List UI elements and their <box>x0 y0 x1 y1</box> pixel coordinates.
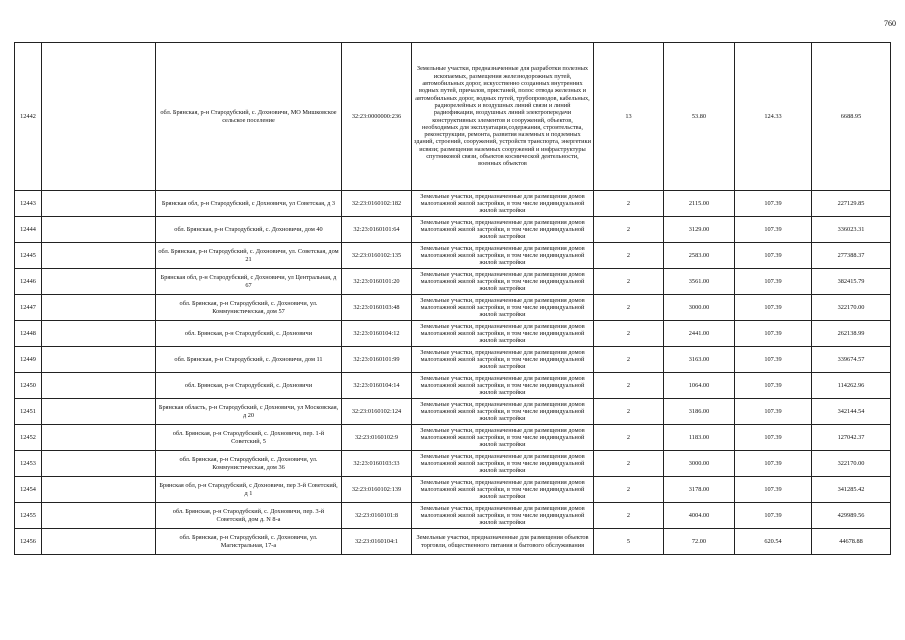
row-number-cell: 12448 <box>15 321 42 347</box>
table-row <box>15 217 891 243</box>
empty-cell <box>42 425 156 451</box>
cadastral-number-cell: 32:23:0160102:139 <box>342 477 412 503</box>
cadastral-value-cell: 322170.00 <box>812 451 891 477</box>
address-cell: обл. Брянская, р-н Стародубский, с. Дохновичи, дом 11 <box>156 347 342 373</box>
empty-cell <box>42 503 156 529</box>
rate-cell: 107.39 <box>735 321 812 347</box>
address-cell: Брянская обл, р-н Стародубский, с Дохновичи, пер 3-й Советский, д 1 <box>156 477 342 503</box>
rate-cell: 107.39 <box>735 477 812 503</box>
area-cell: 3561.00 <box>664 269 735 295</box>
use-group-cell: 5 <box>594 529 664 555</box>
land-use-cell: Земельные участки, предназначенные для размещения объектов торговли, общественного питания и бытового обслуживания <box>412 529 594 555</box>
address-cell: Брянская область, р-н Стародубский, с Дохновичи, ул Московская, д 20 <box>156 399 342 425</box>
address-cell: Брянская обл, р-н Стародубский, с Дохновичи, ул Центральная, д 67 <box>156 269 342 295</box>
address-cell: обл. Брянская, р-н Стародубский, с. Дохновичи <box>156 373 342 399</box>
area-cell: 53.80 <box>664 43 735 191</box>
cadastral-value-cell: 322170.00 <box>812 295 891 321</box>
rate-cell: 107.39 <box>735 503 812 529</box>
cadastral-number-cell: 32:23:0160102:124 <box>342 399 412 425</box>
table-row <box>15 243 891 269</box>
land-use-cell: Земельные участки, предназначенные для размещения домов малоэтажной жилой застройки, в том числе индивидуальной жилой застройки <box>412 451 594 477</box>
rate-cell: 124.33 <box>735 43 812 191</box>
row-number-cell: 12446 <box>15 269 42 295</box>
address-cell: обл. Брянская, р-н Стародубский, с. Дохновичи, ул. Коммунистическая, дом 36 <box>156 451 342 477</box>
land-use-cell: Земельные участки, предназначенные для размещения домов малоэтажной жилой застройки, в том числе индивидуальной жилой застройки <box>412 399 594 425</box>
area-cell: 3186.00 <box>664 399 735 425</box>
use-group-cell: 2 <box>594 503 664 529</box>
cadastral-number-cell: 32:23:0160102:9 <box>342 425 412 451</box>
cadastral-number-cell: 32:23:0000000:236 <box>342 43 412 191</box>
cadastral-value-cell: 227129.85 <box>812 191 891 217</box>
rate-cell: 107.39 <box>735 399 812 425</box>
rate-cell: 107.39 <box>735 191 812 217</box>
land-use-cell: Земельные участки, предназначенные для размещения домов малоэтажной жилой застройки, в том числе индивидуальной жилой застройки <box>412 477 594 503</box>
use-group-cell: 2 <box>594 477 664 503</box>
table-row <box>15 477 891 503</box>
area-cell: 3163.00 <box>664 347 735 373</box>
table-row <box>15 451 891 477</box>
empty-cell <box>42 191 156 217</box>
use-group-cell: 2 <box>594 191 664 217</box>
empty-cell <box>42 451 156 477</box>
rate-cell: 107.39 <box>735 425 812 451</box>
area-cell: 3129.00 <box>664 217 735 243</box>
use-group-cell: 2 <box>594 269 664 295</box>
cadastral-value-cell: 339674.57 <box>812 347 891 373</box>
use-group-cell: 2 <box>594 347 664 373</box>
use-group-cell: 2 <box>594 217 664 243</box>
row-number-cell: 12449 <box>15 347 42 373</box>
empty-cell <box>42 217 156 243</box>
cadastral-value-table <box>14 42 891 555</box>
table-row <box>15 321 891 347</box>
cadastral-value-cell: 382415.79 <box>812 269 891 295</box>
address-cell: Брянская обл, р-н Стародубский, с Дохновичи, ул Советская, д 3 <box>156 191 342 217</box>
empty-cell <box>42 269 156 295</box>
table-row <box>15 191 891 217</box>
area-cell: 2441.00 <box>664 321 735 347</box>
rate-cell: 107.39 <box>735 347 812 373</box>
cadastral-value-cell: 429989.56 <box>812 503 891 529</box>
row-number-cell: 12442 <box>15 43 42 191</box>
address-cell: обл. Брянская, р-н Стародубский, с. Дохновичи, пер. 3-й Советский, дом д. N 8-а <box>156 503 342 529</box>
empty-cell <box>42 295 156 321</box>
address-cell: обл. Брянская, р-н Стародубский, с. Дохновичи, пер. 1-й Советский, 5 <box>156 425 342 451</box>
land-use-cell: Земельные участки, предназначенные для размещения домов малоэтажной жилой застройки, в том числе индивидуальной жилой застройки <box>412 295 594 321</box>
land-use-cell: Земельные участки, предназначенные для размещения домов малоэтажной жилой застройки, в том числе индивидуальной жилой застройки <box>412 243 594 269</box>
empty-cell <box>42 477 156 503</box>
area-cell: 1064.00 <box>664 373 735 399</box>
land-use-cell: Земельные участки, предназначенные для размещения домов малоэтажной жилой застройки, в том числе индивидуальной жилой застройки <box>412 425 594 451</box>
cadastral-value-cell: 342144.54 <box>812 399 891 425</box>
table-row <box>15 529 891 555</box>
use-group-cell: 2 <box>594 451 664 477</box>
rate-cell: 107.39 <box>735 243 812 269</box>
cadastral-value-cell: 262138.99 <box>812 321 891 347</box>
cadastral-value-cell: 6688.95 <box>812 43 891 191</box>
rate-cell: 620.54 <box>735 529 812 555</box>
use-group-cell: 2 <box>594 295 664 321</box>
cadastral-number-cell: 32:23:0160103:48 <box>342 295 412 321</box>
rate-cell: 107.39 <box>735 373 812 399</box>
rate-cell: 107.39 <box>735 269 812 295</box>
empty-cell <box>42 347 156 373</box>
cadastral-value-cell: 44678.88 <box>812 529 891 555</box>
cadastral-number-cell: 32:23:0160101:20 <box>342 269 412 295</box>
use-group-cell: 2 <box>594 399 664 425</box>
cadastral-value-cell: 277388.37 <box>812 243 891 269</box>
row-number-cell: 12455 <box>15 503 42 529</box>
rate-cell: 107.39 <box>735 451 812 477</box>
table-row <box>15 269 891 295</box>
empty-cell <box>42 399 156 425</box>
address-cell: обл. Брянская, р-н Стародубский, с. Дохновичи, МО Мишковское сельское поселение <box>156 43 342 191</box>
area-cell: 3178.00 <box>664 477 735 503</box>
empty-cell <box>42 43 156 191</box>
cadastral-value-cell: 114262.96 <box>812 373 891 399</box>
area-cell: 4004.00 <box>664 503 735 529</box>
row-number-cell: 12454 <box>15 477 42 503</box>
land-use-cell: Земельные участки, предназначенные для разработки полезных ископаемых, размещения железнодорожных путей, автомобильных дорог, искусственно созданных внутренних водных путей, причалов, пристаней, полос отвода железных и автомобильных дорог, водных путей, трубопроводов, кабельных, радиорелейных и воздушных линий связи и линий радиофикации, воздушных линий электропередачи конструктивных элементов и сооружений, объектов, необходимых для эксплуатации,содержания, строительства, реконструкции, ремонта, развития наземных и подземных зданий, строений, сооружений, устройств транспорта, энергетики исвязи; размещения наземных сооружений и инфраструктуры спутниковой связи, объектов космической деятельности, военных объектов <box>412 43 594 191</box>
area-cell: 2115.00 <box>664 191 735 217</box>
rate-cell: 107.39 <box>735 295 812 321</box>
area-cell: 3000.00 <box>664 451 735 477</box>
area-cell: 72.00 <box>664 529 735 555</box>
table-body <box>15 43 891 555</box>
table-row <box>15 373 891 399</box>
address-cell: обл. Брянская, р-н Стародубский, с. Дохновичи, дом 40 <box>156 217 342 243</box>
cadastral-number-cell: 32:23:0160101:99 <box>342 347 412 373</box>
land-use-cell: Земельные участки, предназначенные для размещения домов малоэтажной жилой застройки, в том числе индивидуальной жилой застройки <box>412 503 594 529</box>
table-row <box>15 347 891 373</box>
table-row <box>15 295 891 321</box>
land-use-cell: Земельные участки, предназначенные для размещения домов малоэтажной жилой застройки, в том числе индивидуальной жилой застройки <box>412 373 594 399</box>
cadastral-number-cell: 32:23:0160101:8 <box>342 503 412 529</box>
empty-cell <box>42 321 156 347</box>
use-group-cell: 2 <box>594 425 664 451</box>
table-row <box>15 43 891 191</box>
cadastral-value-cell: 341285.42 <box>812 477 891 503</box>
address-cell: обл. Брянская, р-н Стародубский, с. Дохновичи, ул. Советская, дом 21 <box>156 243 342 269</box>
row-number-cell: 12447 <box>15 295 42 321</box>
row-number-cell: 12450 <box>15 373 42 399</box>
address-cell: обл. Брянская, р-н Стародубский, с. Дохновичи, ул. Коммунистическая, дом 57 <box>156 295 342 321</box>
use-group-cell: 2 <box>594 321 664 347</box>
row-number-cell: 12453 <box>15 451 42 477</box>
use-group-cell: 2 <box>594 243 664 269</box>
area-cell: 2583.00 <box>664 243 735 269</box>
area-cell: 3000.00 <box>664 295 735 321</box>
empty-cell <box>42 529 156 555</box>
row-number-cell: 12456 <box>15 529 42 555</box>
row-number-cell: 12444 <box>15 217 42 243</box>
empty-cell <box>42 243 156 269</box>
page-number: 760 <box>884 19 896 28</box>
cadastral-number-cell: 32:23:0160104:14 <box>342 373 412 399</box>
land-use-cell: Земельные участки, предназначенные для размещения домов малоэтажной жилой застройки, в том числе индивидуальной жилой застройки <box>412 217 594 243</box>
land-use-cell: Земельные участки, предназначенные для размещения домов малоэтажной жилой застройки, в том числе индивидуальной жилой застройки <box>412 321 594 347</box>
use-group-cell: 2 <box>594 373 664 399</box>
table-row <box>15 425 891 451</box>
address-cell: обл. Брянская, р-н Стародубский, с. Дохновичи, ул. Магистральная, 17-а <box>156 529 342 555</box>
cadastral-number-cell: 32:23:0160104:1 <box>342 529 412 555</box>
cadastral-number-cell: 32:23:0160102:135 <box>342 243 412 269</box>
cadastral-number-cell: 32:23:0160104:12 <box>342 321 412 347</box>
row-number-cell: 12445 <box>15 243 42 269</box>
row-number-cell: 12443 <box>15 191 42 217</box>
land-use-cell: Земельные участки, предназначенные для размещения домов малоэтажной жилой застройки, в том числе индивидуальной жилой застройки <box>412 191 594 217</box>
area-cell: 1183.00 <box>664 425 735 451</box>
table-row <box>15 399 891 425</box>
address-cell: обл. Брянская, р-н Стародубский, с. Дохновичи <box>156 321 342 347</box>
cadastral-value-cell: 336023.31 <box>812 217 891 243</box>
land-use-cell: Земельные участки, предназначенные для размещения домов малоэтажной жилой застройки, в том числе индивидуальной жилой застройки <box>412 269 594 295</box>
table-row <box>15 503 891 529</box>
empty-cell <box>42 373 156 399</box>
cadastral-value-cell: 127042.37 <box>812 425 891 451</box>
cadastral-number-cell: 32:23:0160101:64 <box>342 217 412 243</box>
land-use-cell: Земельные участки, предназначенные для размещения домов малоэтажной жилой застройки, в том числе индивидуальной жилой застройки <box>412 347 594 373</box>
row-number-cell: 12451 <box>15 399 42 425</box>
row-number-cell: 12452 <box>15 425 42 451</box>
use-group-cell: 13 <box>594 43 664 191</box>
rate-cell: 107.39 <box>735 217 812 243</box>
cadastral-number-cell: 32:23:0160103:33 <box>342 451 412 477</box>
cadastral-number-cell: 32:23:0160102:182 <box>342 191 412 217</box>
